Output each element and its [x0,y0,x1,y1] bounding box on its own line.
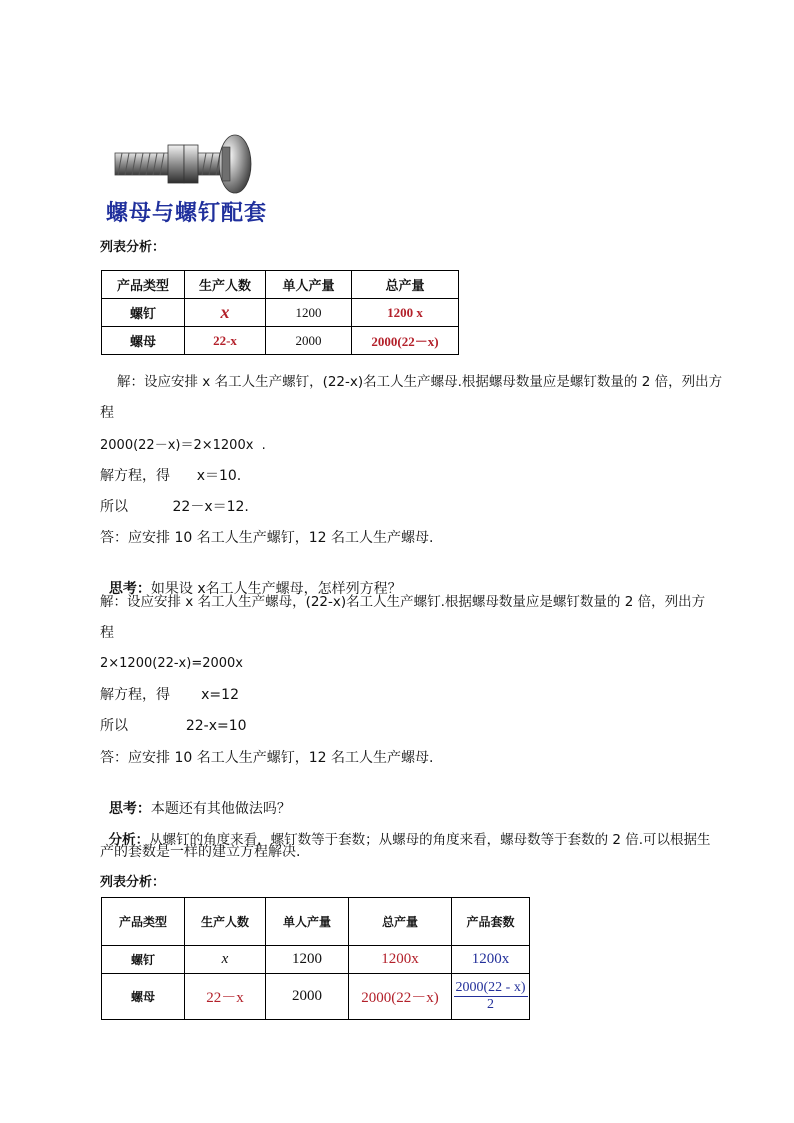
table-header: 生产人数 [185,898,266,946]
table-header: 生产人数 [185,271,266,299]
banner-title: 螺母与螺钉配套 [106,201,268,226]
table-cell: 2000 [266,327,352,355]
table-cell: 2000(22－x) [352,327,459,355]
table-header: 单人产量 [266,898,349,946]
table-header: 总产量 [349,898,452,946]
solution-text: 程 [100,405,114,421]
analysis-text: 产的套数是一样的建立方程解决. [100,844,301,860]
solution-text: 解方程，得 x=12 [100,687,239,703]
analysis-text: 从螺钉的角度来看，螺钉数等于套数；从螺母的角度来看，螺母数等于套数的 2 倍.可以根据生 [149,832,711,848]
table-cell: 2000 [266,974,349,1020]
table-cell: x [185,299,266,327]
think-text: 如果设 x名工人生产螺母，怎样列方程？ [150,581,402,597]
solution-text: 解方程，得 x＝10. [100,468,242,484]
table-cell: 22-x [185,327,266,355]
table-cell: x [185,946,266,974]
solution-text: 所以 22－x＝12. [100,499,249,515]
analysis-label: 分析： [108,832,150,848]
table-cell: 螺母 [102,327,185,355]
table-cell: 1200 [266,299,352,327]
solution-text: 解：设应安排 x 名工人生产螺母，(22-x)名工人生产螺钉.根据螺母数量应是螺钉数量的 2 倍，列出方 [100,594,706,610]
table-cell: 螺母 [102,974,185,1020]
table-cell: 1200x [452,946,530,974]
fraction-denominator: 2 [487,997,494,1012]
solution-text: 解：设应安排 x 名工人生产螺钉，(22-x)名工人生产螺母.根据螺母数量应是螺钉数量的 2 倍，列出方 [117,374,723,390]
production-table-1 [101,270,459,355]
table-cell: 螺钉 [102,946,185,974]
fraction [454,980,528,1013]
equation: 2×1200(22-x)=2000x [100,656,243,671]
section-heading: 列表分析： [100,240,166,255]
section-heading: 列表分析： [100,875,166,890]
table-header: 单人产量 [266,271,352,299]
equation: 2000(22－x)＝2×1200x . [100,438,266,453]
table-cell: 1200x [349,946,452,974]
think-label: 思考： [108,581,151,597]
think-label: 思考： [108,801,151,817]
table-header: 产品类型 [102,271,185,299]
fraction-numerator: 2000(22 - x) [455,980,526,995]
table-cell: 22－x [185,974,266,1020]
solution-text: 程 [100,625,114,641]
table-cell: 1200 [266,946,349,974]
table-cell: 2000(22－x) [349,974,452,1020]
table-header: 产品套数 [452,898,530,946]
table-cell: 螺钉 [102,299,185,327]
answer-text: 答：应安排 10 名工人生产螺钉，12 名工人生产螺母. [100,530,434,546]
solution-text: 所以 22-x=10 [100,718,247,734]
answer-text: 答：应安排 10 名工人生产螺钉，12 名工人生产螺母. [100,750,434,766]
production-table-2 [101,897,530,1020]
table-header: 产品类型 [102,898,185,946]
bolt-and-nut-illustration [110,133,260,198]
fraction-cell [452,974,530,1020]
table-header: 总产量 [352,271,459,299]
table-cell: 1200 x [352,299,459,327]
think-text: 本题还有其他做法吗？ [150,801,291,817]
